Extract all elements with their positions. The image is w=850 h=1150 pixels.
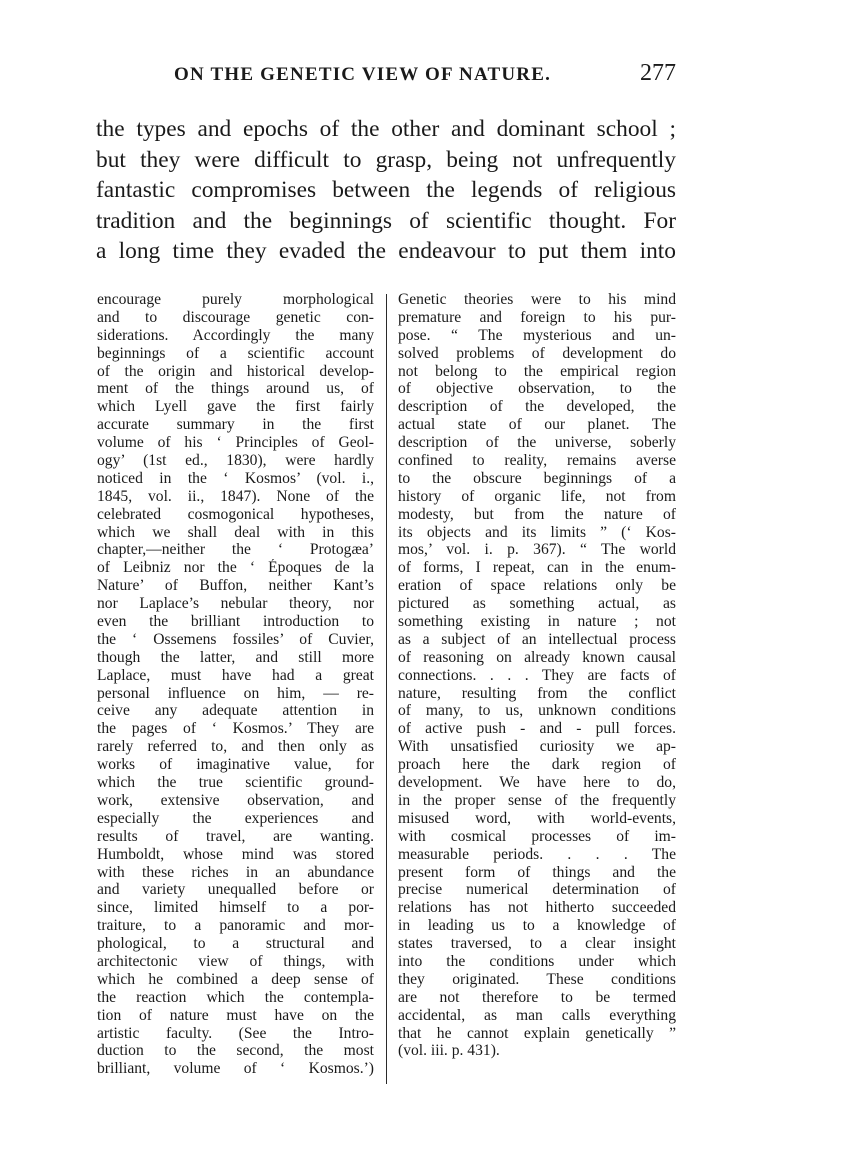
text-line: tradition and the beginnings of scientific thought. For [96,207,676,234]
footnote-line: connections. . . . They are facts of [398,666,676,684]
footnote-line: With unsatisfied curiosity we ap- [398,738,676,756]
footnote-line: nor Laplace’s nebular theory, nor [97,595,374,613]
footnote-line: mos,’ vol. i. p. 367). “ The world [398,541,676,559]
footnote-line: in the proper sense of the frequently [398,791,676,809]
footnote-line: siderations. Accordingly the many [97,326,374,344]
footnote-line: nature, resulting from the conflict [398,684,676,702]
footnote-line: accurate summary in the first [97,416,374,434]
footnote-line: measurable periods. . . . The [398,845,676,863]
footnote-line: even the brilliant introduction to [97,613,374,631]
body-paragraph [96,114,676,267]
footnote-line: (vol. iii. p. 431). [398,1042,500,1060]
text-line: fantastic compromises between the legends of religious [96,177,676,203]
footnote-line: they originated. These conditions [398,970,676,988]
footnote-line: actual state of our planet. The [398,416,676,434]
text-line: the types and epochs of the other and dominant school ; [96,116,676,142]
footnote-line: of objective observation, to the [398,380,676,398]
footnote-line: since, limited himself to a por- [97,899,374,917]
footnote-line: precise numerical determination of [398,881,676,899]
footnote-line: in leading us to a knowledge of [398,917,676,935]
footnote-line: artistic faculty. (See the Intro- [97,1024,374,1042]
footnote-line: misused word, with world-events, [398,809,676,827]
footnote-line: volume of his ‘ Principles of Geol- [97,434,374,452]
footnote-line: premature and foreign to his pur- [398,308,676,326]
footnote-line: history of organic life, not from [398,487,676,505]
footnote-line: beginnings of a scientific account [97,344,374,362]
text-line: a long time they evaded the endeavour to put them into [96,238,676,264]
footnote-line: the reaction which the contempla- [97,988,374,1006]
footnote-line: with these riches in an abundance [97,863,374,881]
page-header [96,58,676,92]
footnote-line: development. We have here to do, [398,774,676,792]
footnote-line: encourage purely morphological [97,291,374,308]
footnote-line: the pages of ‘ Kosmos.’ They are [97,720,374,738]
footnote-line: works of imaginative value, for [97,756,374,774]
footnote-line: of forms, I repeat, can in the enum- [398,559,676,577]
footnote-line: of Leibniz nor the ‘ Époques de la [97,559,374,577]
footnote-line: which Lyell gave the first fairly [97,398,374,416]
footnote-line: eration of space relations only be [398,577,676,595]
footnote-line: 1845, vol. ii., 1847). None of the [97,487,374,505]
footnote-line: with cosmical processes of im- [398,827,676,845]
footnote-line: brilliant, volume of ‘ Kosmos.’) [97,1060,374,1078]
footnote-column-left [97,291,374,1078]
footnote-line: of active push - and - pull forces. [398,720,676,738]
footnote-line: proach here the dark region of [398,756,676,774]
text-line: but they were difficult to grasp, being not unfrequently [96,146,676,173]
footnote-line: something existing in nature ; not [398,613,676,631]
footnote-line: the ‘ Ossemens fossiles’ of Cuvier, [97,630,374,648]
footnote-line: present form of things and the [398,863,676,881]
footnote-line: that he cannot explain genetically ” [398,1024,676,1042]
footnote-line: noticed in the ‘ Kosmos’ (vol. i., [97,469,374,487]
footnote-line: chapter,—neither the ‘ Protogæa’ [97,541,374,559]
footnote-line: Humboldt, whose mind was stored [97,845,374,863]
footnote-line: architectonic view of things, with [97,952,374,970]
column-divider [386,294,387,1084]
footnote-line: which he combined a deep sense of [97,970,374,988]
footnote-line: though the latter, and still more [97,648,374,666]
footnote-line: and variety unequalled before or [97,881,374,899]
footnote-line: are not therefore to be termed [398,988,676,1006]
footnote-line: relations has not hitherto succeeded [398,899,676,917]
footnote-line: which we shall deal with in this [97,523,374,541]
running-head: ON THE GENETIC VIEW OF NATURE. [174,64,552,85]
footnote-line: solved problems of development do [398,344,676,362]
footnote-line: rarely referred to, and then only as [97,738,374,756]
footnote-line: tion of nature must have on the [97,1006,374,1024]
footnote-line: states traversed, to a clear insight [398,935,676,953]
footnote-column-right [398,291,676,1060]
footnote-line: to the obscure beginnings of a [398,469,676,487]
footnote-line: of the origin and historical develop- [97,362,374,380]
footnote-line: description of the universe, soberly [398,434,676,452]
footnote-line: and to discourage genetic con- [97,308,374,326]
page-number: 277 [640,60,676,86]
footnote-line: especially the experiences and [97,809,374,827]
footnote-line: modesty, but from the nature of [398,505,676,523]
footnote-line: celebrated cosmogonical hypotheses, [97,505,374,523]
footnote-line: personal influence on him, — re- [97,684,374,702]
footnote-line: pictured as something actual, as [398,595,676,613]
footnote-line: confined to reality, remains averse [398,452,676,470]
footnote-line: ment of the things around us, of [97,380,374,398]
footnote-line: of many, to us, unknown conditions [398,702,676,720]
footnote-line: phological, to a structural and [97,935,374,953]
footnote-line: which the true scientific ground- [97,774,374,792]
footnote-line: accidental, as man calls everything [398,1006,676,1024]
footnote-line: Nature’ of Buffon, neither Kant’s [97,577,374,595]
footnote-line: as a subject of an intellectual process [398,630,676,648]
footnote-line: results of travel, are wanting. [97,827,374,845]
footnote-line: Genetic theories were to his mind [398,291,676,308]
footnote-line: ogy’ (1st ed., 1830), were hardly [97,452,374,470]
footnote-line: work, extensive observation, and [97,791,374,809]
footnote-line: pose. “ The mysterious and un- [398,326,676,344]
footnote-line: duction to the second, the most [97,1042,374,1060]
footnote-line: description of the developed, the [398,398,676,416]
footnote-line: its objects and its limits ” (‘ Kos- [398,523,676,541]
footnote-line: ceive any adequate attention in [97,702,374,720]
footnote-line: traiture, to a panoramic and mor- [97,917,374,935]
footnote-line: into the conditions under which [398,952,676,970]
footnote-line: not belong to the empirical region [398,362,676,380]
footnote-line: of reasoning on already known causal [398,648,676,666]
footnote-line: Laplace, must have had a great [97,666,374,684]
